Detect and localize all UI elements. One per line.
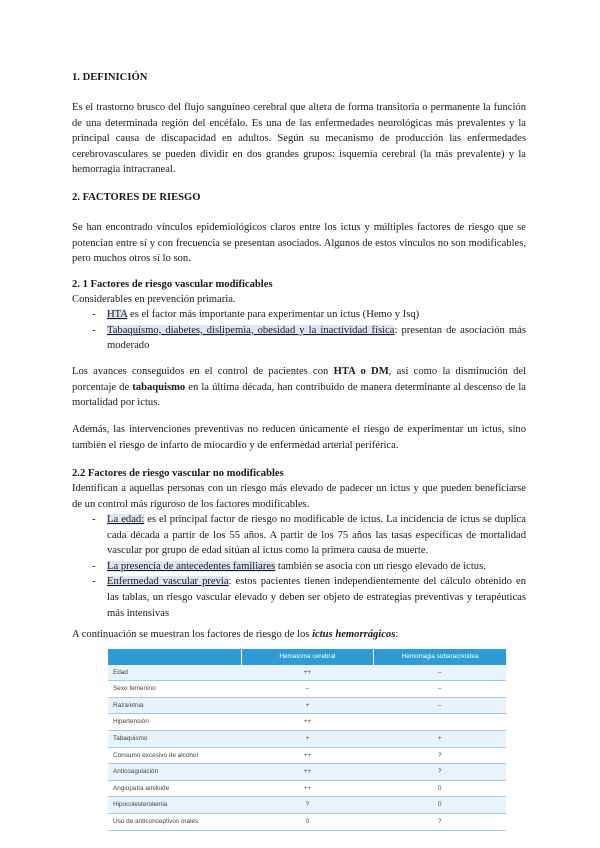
value-cell: ++ <box>241 714 373 731</box>
section-2-1-paragraph-2: Además, las intervenciones preventivas no reducen únicamente el riesgo de experimentar un ictus, sino también el riesgo de infarto de miocardio y de enfermedad arterial periférica. <box>72 424 526 451</box>
list-item <box>72 323 526 354</box>
table-row <box>108 697 506 714</box>
modifiable-factors-list <box>72 307 526 354</box>
table-row <box>108 681 506 698</box>
table-header-cell <box>108 649 241 665</box>
table-row <box>108 797 506 814</box>
list-item <box>72 307 526 323</box>
value-cell: ? <box>374 747 506 764</box>
value-cell: ? <box>374 764 506 781</box>
table-header-cell: Hematoma cerebral <box>241 649 373 665</box>
list-item <box>72 574 526 621</box>
table-row <box>108 764 506 781</box>
factor-cell: Raza/etnia <box>108 697 241 714</box>
section-1-paragraph: Es el trastorno brusco del flujo sanguíneo cerebral que altera de forma transitoria o permanente la función de una determinada región del encéfalo. Es una de las enfermedades neurológicas más prevalentes y la principal causa de discapacidad en adultos. Según su mecanismo de producción las enfermedades cerebrovasculares se pueden dividir en dos grandes grupos: isquemia cerebral (la más prevalente) y la hemorragia intracraneal. <box>72 102 526 176</box>
list-item <box>72 559 526 575</box>
factor-cell: Tabaquismo <box>108 730 241 747</box>
value-cell: ? <box>374 813 506 830</box>
table-header-cell: Hemorragia subaracnoidea <box>374 649 506 665</box>
factor-cell: Sexo femenino <box>108 681 241 698</box>
value-cell: 0 <box>241 813 373 830</box>
section-2-paragraph: Se han encontrado vínculos epidemiológicos claros entre los ictus y múltiples factores de riesgo que se potencian entre sí y con frecuencia se presentan asociados. Algunos de estos vínculos no son modificables, pero muchos otros sí lo son. <box>72 222 526 265</box>
highlighted-term: La presencia de antecedentes familiares <box>107 560 276 572</box>
value-cell: ? <box>241 797 373 814</box>
factor-cell: Uso de anticonceptivos orales <box>108 813 241 830</box>
table-row <box>108 780 506 797</box>
table-header-row <box>108 649 506 665</box>
section-2-1-intro: Considerables en prevención primaria. <box>72 294 236 305</box>
highlighted-term: Tabaquismo, diabetes, dislipemia, obesidad y la inactividad física <box>107 324 395 336</box>
hemorrhagic-risk-table <box>108 649 506 831</box>
list-item-text: es el principal factor de riesgo no modificable de ictus. La incidencia de ictus se duplica cada década a partir de los 55 años. A partir de los 75 años las tasas específicas de mortalidad vascular por grupo de edad sitúan al ictus como la primera causa de muerte. <box>107 514 526 557</box>
section-1-heading: 1. DEFINICIÓN <box>72 72 148 83</box>
highlighted-term: HTA <box>107 309 128 320</box>
section-2-heading: 2. FACTORES DE RIESGO <box>72 192 201 203</box>
factor-cell: Hipocolesterolemia <box>108 797 241 814</box>
list-item <box>72 512 526 559</box>
table-row <box>108 714 506 731</box>
value-cell: + <box>241 697 373 714</box>
value-cell <box>374 714 506 731</box>
value-cell: ++ <box>241 747 373 764</box>
list-item-text: también se asocia con un riesgo elevado de ictus. <box>275 560 486 572</box>
value-cell: – <box>374 681 506 698</box>
value-cell: ++ <box>241 764 373 781</box>
factor-cell: Anticoagulación <box>108 764 241 781</box>
value-cell: 0 <box>374 797 506 814</box>
factor-cell: Angiopatía amiloide <box>108 780 241 797</box>
factor-cell: Edad <box>108 665 241 681</box>
list-item-text: : presentan de asociación más moderado <box>107 324 526 352</box>
value-cell: – <box>241 681 373 698</box>
list-item-text: : estos pacientes tienen independientemente del cálculo obtenido en las tablas, un riesgo vascular elevado y deben ser objeto de estrategias preventivas y terapéuticas más intensivas <box>107 576 526 619</box>
table-row <box>108 665 506 681</box>
table-row <box>108 747 506 764</box>
section-2-1-heading: 2. 1 Factores de riesgo vascular modificables <box>72 279 273 290</box>
section-2-2-heading: 2.2 Factores de riesgo vascular no modificables <box>72 468 284 479</box>
value-cell: 0 <box>374 780 506 797</box>
value-cell: – <box>374 665 506 681</box>
section-2-2-intro: Identifican a aquellas personas con un riesgo más elevado de padecer un ictus y que pueden beneficiarse de un control más riguroso de los factores modificables. <box>72 483 526 510</box>
list-item-text: es el factor más importante para experimentar un ictus (Hemo y Isq) <box>127 309 420 320</box>
value-cell: + <box>241 730 373 747</box>
table-row <box>108 730 506 747</box>
value-cell: ++ <box>241 665 373 681</box>
section-2-1-paragraph-1: Los avances conseguidos en el control de pacientes con HTA o DM, así como la disminución del porcentaje de tabaquismo en la última década, han contribuido de manera determinante al descenso de la mortalidad por ictus. <box>72 366 527 409</box>
table-intro: A continuación se muestran los factores de riesgo de los ictus hemorrágicos: <box>72 629 399 640</box>
value-cell: ++ <box>241 780 373 797</box>
highlighted-term: La edad: <box>107 514 145 525</box>
factor-cell: Consumo excesivo de alcohol <box>108 747 241 764</box>
factor-cell: Hipertensión <box>108 714 241 731</box>
value-cell: – <box>374 697 506 714</box>
table-row <box>108 813 506 830</box>
value-cell: + <box>374 730 506 747</box>
highlighted-term: Enfermedad vascular previa <box>107 576 229 588</box>
non-modifiable-factors-list <box>72 512 526 621</box>
